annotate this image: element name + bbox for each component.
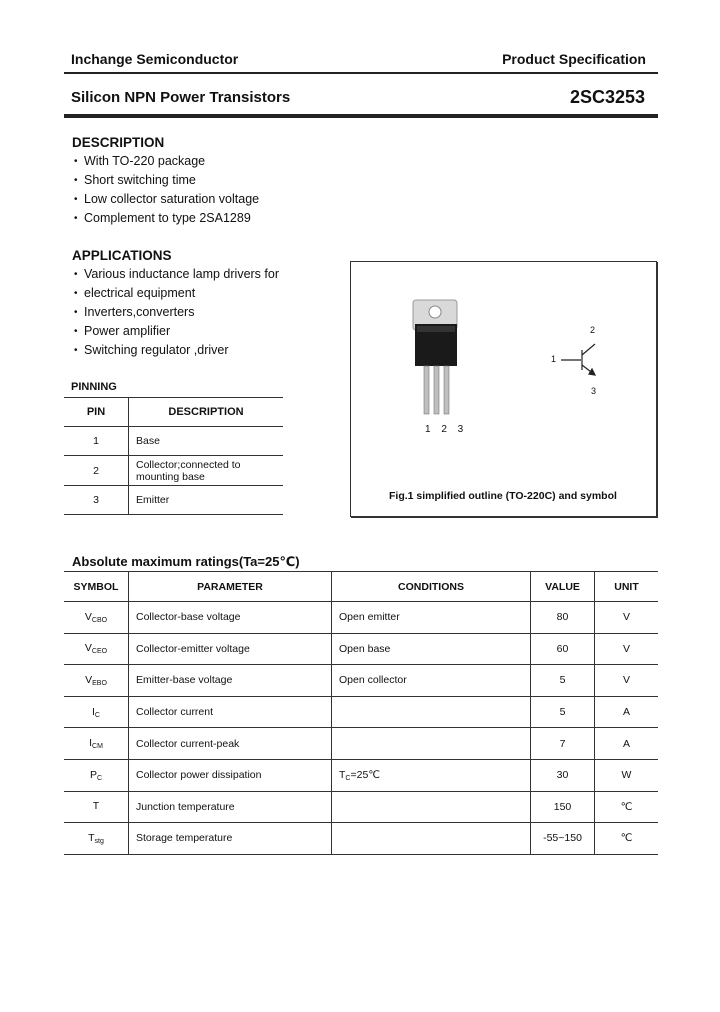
application-item-continued <box>72 284 279 303</box>
to220-package-drawing <box>351 262 656 516</box>
rating-symbol: $V_{CBO}$ <box>64 602 129 634</box>
unit-column-header: UNIT <box>595 572 659 602</box>
rating-unit: W <box>595 759 659 791</box>
application-item: • Various inductance lamp drivers for <box>72 265 279 284</box>
ratings-header-row <box>64 572 658 602</box>
pinning-title: PINNING <box>71 381 117 393</box>
application-item-continued-text: electrical equipment <box>84 286 196 300</box>
rating-value: 80 <box>531 602 595 634</box>
product-line: Silicon NPN Power Transistors <box>71 89 291 106</box>
description-item: • With TO-220 package <box>72 152 259 171</box>
description-item: • Short switching time <box>72 171 259 190</box>
symbol-column-header: SYMBOL <box>64 572 129 602</box>
pinning-row <box>64 427 283 456</box>
rating-unit: ℃ <box>595 823 659 855</box>
pin-description: Base <box>129 427 284 456</box>
application-item: • Inverters,converters <box>72 303 279 322</box>
rating-parameter: Collector power dissipation <box>129 759 332 791</box>
rating-value: -55~150 <box>531 823 595 855</box>
pinning-row <box>64 456 283 486</box>
rating-symbol: T <box>64 791 129 823</box>
rating-value: 5 <box>531 696 595 728</box>
rating-value: 150 <box>531 791 595 823</box>
symbol-emitter-pin: 3 <box>591 386 597 396</box>
pin-number: 3 <box>64 486 129 515</box>
rating-value: 30 <box>531 759 595 791</box>
description-item: • Complement to type 2SA1289 <box>72 209 259 228</box>
header-rule <box>64 72 658 74</box>
package-pin-labels: 1 2 3 <box>425 424 468 435</box>
pinning-row <box>64 486 283 515</box>
value-column-header: VALUE <box>531 572 595 602</box>
applications-title: APPLICATIONS <box>72 248 172 263</box>
pin-description: Collector;connected to mounting base <box>129 456 284 486</box>
symbol-base-pin: 1 <box>551 354 557 364</box>
application-item: • Power amplifier <box>72 322 279 341</box>
rating-parameter: Storage temperature <box>129 823 332 855</box>
pin-description: Emitter <box>129 486 284 515</box>
conditions-column-header: CONDITIONS <box>332 572 531 602</box>
ratings-row <box>64 759 658 791</box>
rating-symbol: $P_C$ <box>64 759 129 791</box>
rating-symbol: $T_{stg}$ <box>64 823 129 855</box>
ratings-row <box>64 665 658 697</box>
ratings-row <box>64 696 658 728</box>
document-type: Product Specification <box>502 51 646 67</box>
title-rule <box>64 114 658 118</box>
ratings-row <box>64 602 658 634</box>
applications-list <box>72 265 279 360</box>
rating-conditions: Open collector <box>332 665 531 697</box>
application-item: • Switching regulator ,driver <box>72 341 279 360</box>
pinning-header-row <box>64 398 283 427</box>
description-item: • Low collector saturation voltage <box>72 190 259 209</box>
rating-conditions: Open emitter <box>332 602 531 634</box>
package-figure <box>350 261 657 517</box>
description-column-header: DESCRIPTION <box>129 398 284 427</box>
ratings-row <box>64 791 658 823</box>
rating-symbol: $I_C$ <box>64 696 129 728</box>
parameter-column-header: PARAMETER <box>129 572 332 602</box>
part-number: 2SC3253 <box>569 87 645 107</box>
pinning-table <box>64 397 283 515</box>
pin-column-header: PIN <box>64 398 129 427</box>
rating-parameter: Collector-emitter voltage <box>129 633 332 665</box>
rating-parameter: Collector current <box>129 696 332 728</box>
company-name: Inchange Semiconductor <box>71 51 239 67</box>
rating-parameter: Emitter-base voltage <box>129 665 332 697</box>
rating-symbol: $V_{EBO}$ <box>64 665 129 697</box>
rating-parameter: Collector current-peak <box>129 728 332 760</box>
pin-number: 1 <box>64 427 129 456</box>
rating-unit: A <box>595 728 659 760</box>
ratings-table <box>64 571 658 855</box>
rating-conditions: $T_C=25℃$ <box>332 759 531 791</box>
rating-unit: V <box>595 633 659 665</box>
ratings-row <box>64 823 658 855</box>
npn-transistor-symbol <box>561 344 595 375</box>
rating-conditions <box>332 696 531 728</box>
rating-conditions: Open base <box>332 633 531 665</box>
ratings-row <box>64 633 658 665</box>
rating-conditions <box>332 823 531 855</box>
ratings-title: Absolute maximum ratings(Ta=25℃) <box>72 554 300 569</box>
symbol-collector-pin: 2 <box>590 325 596 335</box>
rating-value: 60 <box>531 633 595 665</box>
rating-conditions <box>332 728 531 760</box>
ratings-row <box>64 728 658 760</box>
rating-parameter: Collector-base voltage <box>129 602 332 634</box>
description-list <box>72 152 259 228</box>
rating-value: 5 <box>531 665 595 697</box>
rating-symbol: $V_{CEO}$ <box>64 633 129 665</box>
description-title: DESCRIPTION <box>72 135 165 150</box>
rating-conditions <box>332 791 531 823</box>
rating-unit: V <box>595 665 659 697</box>
rating-unit: V <box>595 602 659 634</box>
rating-symbol: $I_{CM}$ <box>64 728 129 760</box>
rating-parameter: Junction temperature <box>129 791 332 823</box>
rating-unit: ℃ <box>595 791 659 823</box>
figure-caption: Fig.1 simplified outline (TO-220C) and symbol <box>389 490 617 502</box>
pin-number: 2 <box>64 456 129 486</box>
rating-unit: A <box>595 696 659 728</box>
rating-value: 7 <box>531 728 595 760</box>
